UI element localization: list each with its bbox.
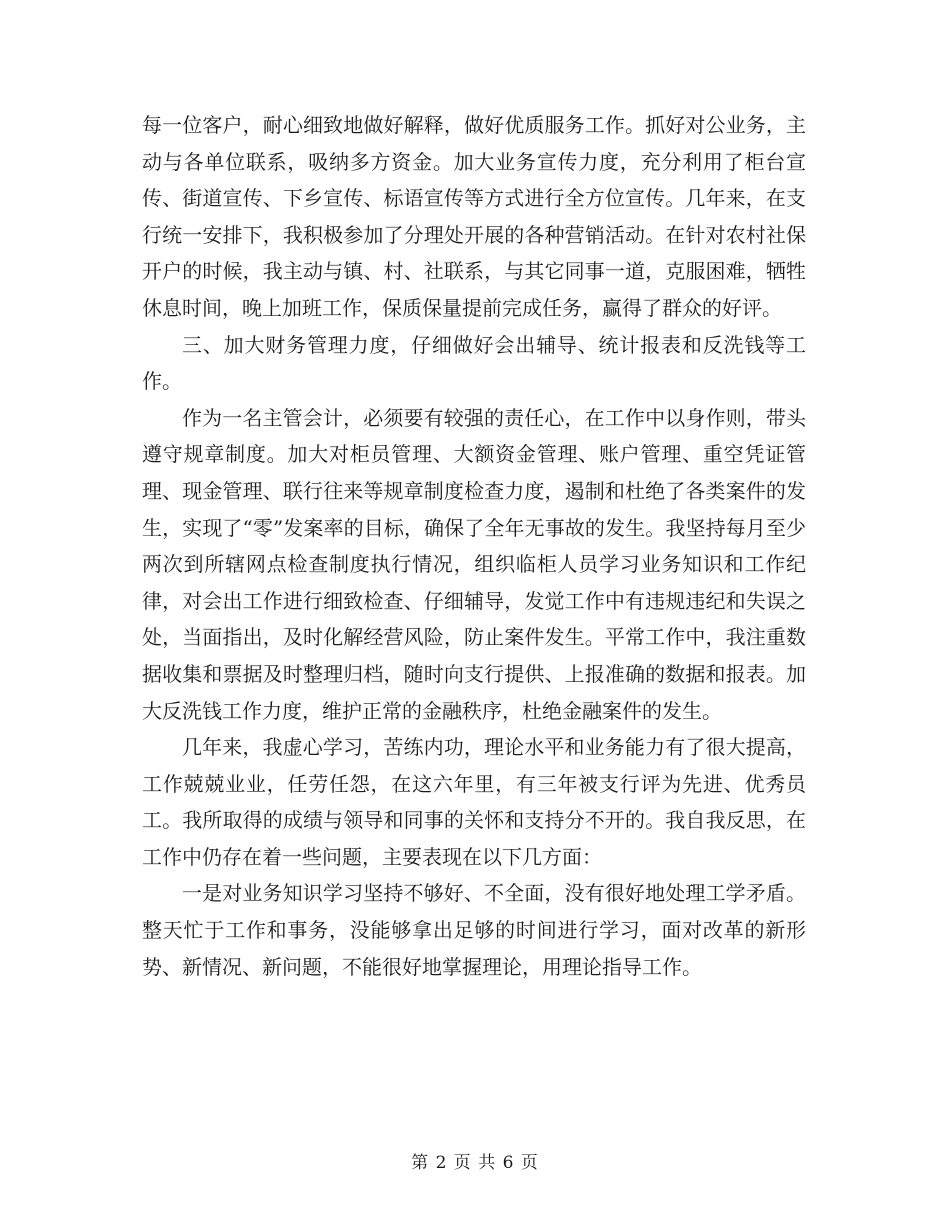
page-number-footer: 第 2 页 共 6 页: [411, 1153, 539, 1173]
document-body: [142, 107, 806, 985]
paragraph-self-reflection: 几年来，我虚心学习，苦练内功，理论水平和业务能力有了很大提高，工作兢兢业业，任劳任怨，在这六年里，有三年被支行评为先进、优秀员工。我所取得的成绩与领导和同事的关怀和支持分不开的。我自我反思，在工作中仍存在着一些问题，主要表现在以下几方面：: [142, 735, 806, 869]
paragraph-issue-one: 一是对业务知识学习坚持不够好、不全面，没有很好地处理工学矛盾。整天忙于工作和事务，没能够拿出足够的时间进行学习，面对改革的新形势、新情况、新问题，不能很好地掌握理论，用理论指导工作。: [142, 881, 806, 979]
paragraph-accounting-duties: 作为一名主管会计，必须要有较强的责任心，在工作中以身作则，带头遵守规章制度。加大对柜员管理、大额资金管理、账户管理、重空凭证管理、现金管理、联行往来等规章制度检查力度，遏制和杜绝了各类案件的发生，实现了“零”发案率的目标，确保了全年无事故的发生。我坚持每月至少两次到所辖网点检查制度执行情况，组织临柜人员学习业务知识和工作纪律，对会出工作进行细致检查、仔细辅导，发觉工作中有违规违纪和失误之处，当面指出，及时化解经营风险，防止案件发生。平常工作中，我注重数据收集和票据及时整理归档，随时向支行提供、上报准确的数据和报表。加大反洗钱工作力度，维护正常的金融秩序，杜绝金融案件的发生。: [142, 405, 806, 723]
section-heading-three: 三、加大财务管理力度，仔细做好会出辅导、统计报表和反洗钱等工作。: [142, 332, 806, 394]
paragraph-continued: 每一位客户，耐心细致地做好解释，做好优质服务工作。抓好对公业务，主动与各单位联系，吸纳多方资金。加大业务宣传力度，充分利用了柜台宣传、街道宣传、下乡宣传、标语宣传等方式进行全方位宣传。几年来，在支行统一安排下，我积极参加了分理处开展的各种营销活动。在针对农村社保开户的时候，我主动与镇、村、社联系，与其它同事一道，克服困难，牺牲休息时间，晚上加班工作，保质保量提前完成任务，赢得了群众的好评。: [142, 113, 806, 320]
